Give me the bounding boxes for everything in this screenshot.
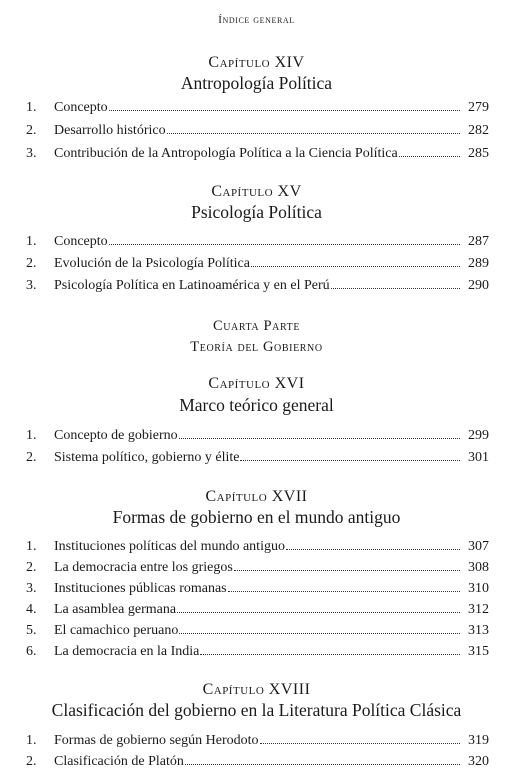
leader-dots xyxy=(399,144,460,157)
toc-entry[interactable] xyxy=(26,276,489,296)
entry-number: 2. xyxy=(26,450,37,465)
toc-entry[interactable] xyxy=(26,98,489,118)
toc-entry[interactable] xyxy=(26,144,489,164)
entry-title: La democracia entre los griegos xyxy=(54,560,233,575)
leader-dots xyxy=(331,276,460,289)
entry-page: 312 xyxy=(468,602,489,617)
chapter-label: Capítulo XIV xyxy=(208,54,305,71)
chapter-title: Marco teórico general xyxy=(179,395,334,415)
toc-entry[interactable] xyxy=(26,121,489,141)
leader-dots xyxy=(167,121,460,134)
leader-dots xyxy=(109,98,460,111)
entry-page: 299 xyxy=(468,428,489,443)
entry-title: Psicología Política en Latinoamérica y en el Perú xyxy=(54,278,330,293)
chapter-title: Antropología Política xyxy=(180,73,333,93)
toc-entry[interactable] xyxy=(26,558,489,578)
entry-number: 5. xyxy=(26,623,37,638)
chapter-label: Capítulo XVII xyxy=(205,488,308,505)
toc-entry[interactable] xyxy=(26,232,489,252)
leader-dots xyxy=(179,621,460,634)
entry-title: Concepto xyxy=(54,100,108,115)
entry-number: 1. xyxy=(26,100,37,115)
entry-page: 308 xyxy=(468,560,489,575)
toc-entry[interactable] xyxy=(26,621,489,641)
leader-dots xyxy=(234,558,460,571)
chapter-title: Formas de gobierno en el mundo antiguo xyxy=(112,507,401,527)
chapter-title: Clasificación del gobierno en la Literatura Política Clásica xyxy=(51,700,462,720)
toc-entry[interactable] xyxy=(26,254,489,274)
entry-title: Desarrollo histórico xyxy=(54,123,166,138)
entry-page: 285 xyxy=(468,146,489,161)
entry-page: 290 xyxy=(468,278,489,293)
entry-number: 6. xyxy=(26,644,37,659)
chapter-label: Capítulo XV xyxy=(211,183,302,200)
entry-title: La asamblea germana xyxy=(54,602,177,617)
toc-entry[interactable] xyxy=(26,752,489,772)
entry-number: 2. xyxy=(26,123,37,138)
chapter-label: Capítulo XVIII xyxy=(202,681,311,698)
entry-page: 279 xyxy=(468,100,489,115)
entry-page: 282 xyxy=(468,123,489,138)
part-title: Teoría del Gobierno xyxy=(190,339,323,355)
entry-page: 313 xyxy=(468,623,489,638)
entry-page: 301 xyxy=(468,450,489,465)
entry-number: 3. xyxy=(26,278,37,293)
leader-dots xyxy=(185,752,460,765)
chapter-label: Capítulo XVI xyxy=(208,375,305,392)
entry-title: Formas de gobierno según Herodoto xyxy=(54,733,259,748)
toc-entry[interactable] xyxy=(26,600,489,620)
entry-page: 289 xyxy=(468,256,489,271)
entry-title: Contribución de la Antropología Política a la Ciencia Política xyxy=(54,146,398,161)
chapter-title: Psicología Política xyxy=(191,202,322,222)
entry-title: Concepto xyxy=(54,234,108,249)
entry-number: 1. xyxy=(26,234,37,249)
entry-number: 1. xyxy=(26,539,37,554)
toc-entry[interactable] xyxy=(26,731,489,751)
entry-title: Clasificación de Platón xyxy=(54,754,184,769)
toc-entry[interactable] xyxy=(26,642,489,662)
toc-entry[interactable] xyxy=(26,579,489,599)
entry-page: 315 xyxy=(468,644,489,659)
entry-number: 2. xyxy=(26,560,37,575)
entry-number: 1. xyxy=(26,733,37,748)
leader-dots xyxy=(200,642,460,655)
entry-number: 1. xyxy=(26,428,37,443)
entry-number: 3. xyxy=(26,146,37,161)
toc-entry[interactable] xyxy=(26,448,489,468)
entry-page: 310 xyxy=(468,581,489,596)
leader-dots xyxy=(228,579,460,592)
leader-dots xyxy=(179,426,460,439)
entry-page: 319 xyxy=(468,733,489,748)
entry-title: Concepto de gobierno xyxy=(54,428,178,443)
leader-dots xyxy=(109,232,460,245)
entry-title: Instituciones políticas del mundo antiguo xyxy=(54,539,285,554)
part-label: Cuarta Parte xyxy=(212,318,301,334)
leader-dots xyxy=(251,254,460,267)
running-head: Índice general xyxy=(218,14,295,26)
entry-title: Evolución de la Psicología Política xyxy=(54,256,250,271)
entry-number: 4. xyxy=(26,602,37,617)
entry-number: 2. xyxy=(26,256,37,271)
entry-title: La democracia en la India xyxy=(54,644,200,659)
leader-dots xyxy=(240,448,460,461)
entry-number: 3. xyxy=(26,581,37,596)
entry-title: Instituciones públicas romanas xyxy=(54,581,227,596)
entry-page: 287 xyxy=(468,234,489,249)
leader-dots xyxy=(177,600,460,613)
leader-dots xyxy=(286,537,460,550)
leader-dots xyxy=(260,731,460,744)
entry-page: 307 xyxy=(468,539,489,554)
entry-title: Sistema político, gobierno y élite xyxy=(54,450,240,465)
toc-entry[interactable] xyxy=(26,537,489,557)
toc-entry[interactable] xyxy=(26,426,489,446)
entry-page: 320 xyxy=(468,754,489,769)
entry-title: El camachico peruano xyxy=(54,623,179,638)
entry-number: 2. xyxy=(26,754,37,769)
